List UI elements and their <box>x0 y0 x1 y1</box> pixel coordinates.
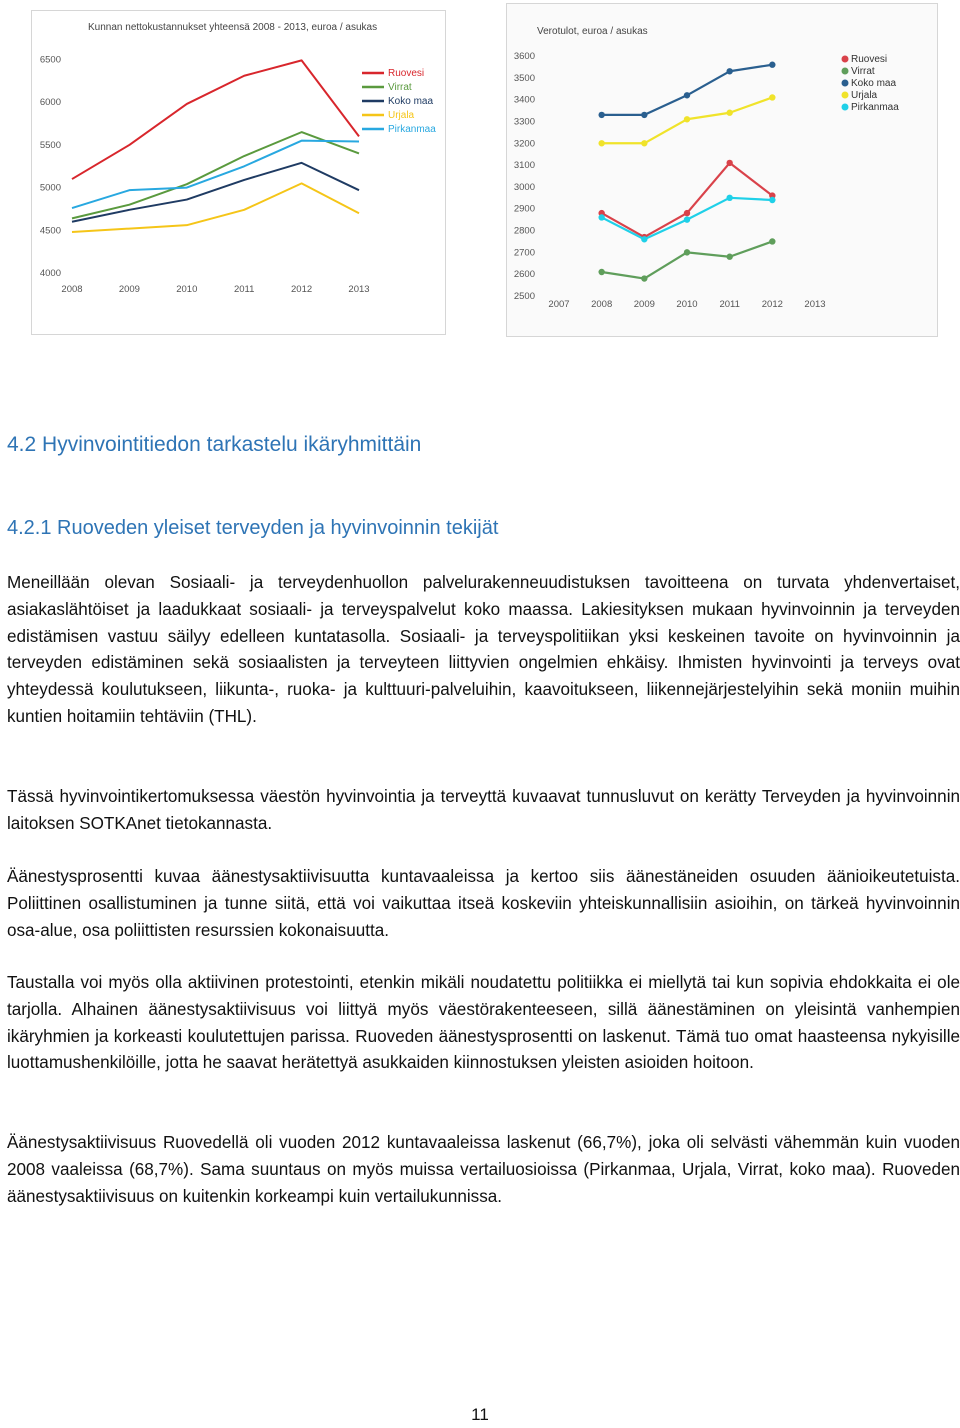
x-tick-label: 2013 <box>804 299 826 310</box>
data-point <box>769 197 775 203</box>
chart-title: Kunnan nettokustannukset yhteensä 2008 - 2013, euroa / asukas <box>88 22 378 33</box>
y-tick-label: 2900 <box>513 203 535 215</box>
y-tick-label: 3600 <box>513 51 535 62</box>
x-tick-label: 2010 <box>176 284 198 295</box>
x-tick-label: 2008 <box>61 284 83 295</box>
y-tick-label: 3100 <box>513 160 535 172</box>
legend-label: Virrat <box>851 66 875 77</box>
data-point <box>769 62 775 68</box>
paragraph-reform: Meneillään olevan Sosiaali- ja terveydenhuollon palvelurakenneuudistuksen tavoitteena on turvata yhdenvertaiset, asiakaslähtöiset ja laadukkaat sosiaali- ja terveyspalvelut koko maassa. Lakiesityksen mukaan hyvinvoinnin ja terveyden edistämisen vastuu säilyy edelleen kuntatasolla. Sosiaali- ja terveyspolitiikan yksi keskeinen tavoite on hyvinvoinnin ja terveyden edistäminen sekä sosiaalisten ja terveyteen liittyvien ongelmien ehkäisy. Ihmisten hyvinvointi ja terveys ovat yhteydessä koulutukseen, liikunta-, ruoka- ja kulttuuri-palveluihin, kaavoitukseen, liikennejärjestelyihin sekä moniin muihin kuntien hoitamiin tehtäviin (THL). <box>7 573 960 726</box>
data-point <box>726 254 732 260</box>
paragraph-turnout-definition: Äänestysprosentti kuvaa äänestysaktiivisuutta kuntavaaleissa ja kertoo siis äänestäneiden osuuden äänioikeutetuista. Poliittinen osallistuminen ja tunne siitä, että voi vaikuttaa itseä koskeviin yhteiskunnallisiin asioihin, on tärkeä hyvinvoinnin osa-alue, osa poliittisten resurssien kokonaisuutta. <box>7 867 960 940</box>
legend-label: Pirkanmaa <box>388 124 436 135</box>
x-tick-label: 2012 <box>291 284 313 295</box>
section-heading: 4.2 Hyvinvointitiedon tarkastelu ikäryhmittäin <box>7 433 422 456</box>
y-tick-label: 6000 <box>39 97 61 109</box>
x-tick-label: 2012 <box>761 299 783 310</box>
y-tick-label: 4500 <box>39 225 61 237</box>
x-tick-label: 2013 <box>348 284 370 295</box>
y-tick-label: 2600 <box>513 269 535 281</box>
legend-label: Ruovesi <box>388 68 425 79</box>
legend-swatch <box>842 104 849 111</box>
y-tick-label: 2800 <box>513 225 535 237</box>
legend-swatch <box>842 92 849 99</box>
legend-label: Ruovesi <box>851 54 888 65</box>
y-tick-label: 4000 <box>39 268 61 279</box>
y-tick-label: 5500 <box>39 139 61 151</box>
series-line <box>72 132 359 218</box>
x-tick-label: 2011 <box>233 284 255 295</box>
series-line <box>602 163 773 237</box>
y-tick-label: 3000 <box>513 181 535 193</box>
x-tick-label: 2009 <box>633 299 655 310</box>
chart-title: Verotulot, euroa / asukas <box>537 26 648 37</box>
data-point <box>726 195 732 201</box>
data-point <box>684 92 690 98</box>
y-tick-label: 6500 <box>39 54 61 66</box>
y-tick-label: 5000 <box>39 182 61 194</box>
data-point <box>598 140 604 146</box>
paragraph-turnout-ruovesi: Äänestysaktiivisuus Ruovedellä oli vuoden 2012 kuntavaaleissa laskenut (66,7%), joka oli selvästi vähemmän kuin vuoden 2008 vaaleissa (68,7%). Sama suuntaus on myös muissa vertailuosioissa (Pirkanmaa, Urjala, Virrat, koko maa). Ruoveden äänestysaktiivisuus on kuitenkin korkeampi kuin vertailukunnissa. <box>7 1133 960 1206</box>
x-tick-label: 2010 <box>676 299 698 310</box>
data-point <box>641 112 647 118</box>
y-tick-label: 3400 <box>513 94 535 106</box>
data-point <box>598 214 604 220</box>
subsection-heading: 4.2.1 Ruoveden yleiset terveyden ja hyvinvoinnin tekijät <box>7 517 499 539</box>
data-point <box>726 110 732 116</box>
data-point <box>769 238 775 244</box>
data-point <box>684 249 690 255</box>
data-point <box>684 210 690 216</box>
data-point <box>726 160 732 166</box>
legend-label: Pirkanmaa <box>851 102 899 113</box>
data-point <box>598 112 604 118</box>
x-tick-label: 2009 <box>118 284 140 295</box>
paragraph-turnout-background: Taustalla voi myös olla aktiivinen protestointi, etenkin mikäli noudatettu politiikka ei miellytä tai kun sopivia ehdokkaita ei ole tarjolla. Alhainen äänestysaktiivisuus voi liittyä myös väestörakenteeseen, sillä äänestäminen on yleisintä vanhempien ikäryhmien ja korkeasti koulutettujen parissa. Ruoveden äänestysprosentti on laskenut. Tämä tuo omat haasteensa nykyisille luottamushenkilöille, jotta he saavat herätettyä asukkaiden kiinnostuksen yleisten asioiden hoitoon. <box>7 973 960 1073</box>
series-line <box>602 241 773 278</box>
tax-revenue-chart <box>506 3 938 337</box>
x-tick-label: 2008 <box>591 299 613 310</box>
legend-label: Urjala <box>851 90 878 101</box>
net-costs-chart <box>31 10 446 335</box>
page-number: 11 <box>471 1405 489 1424</box>
y-tick-label: 3200 <box>513 138 535 150</box>
data-point <box>769 94 775 100</box>
legend-swatch <box>842 80 849 87</box>
y-tick-label: 2500 <box>513 291 535 302</box>
y-tick-label: 3300 <box>513 116 535 128</box>
x-tick-label: 2007 <box>548 299 570 310</box>
data-point <box>726 68 732 74</box>
legend-swatch <box>842 56 849 63</box>
x-tick-label: 2011 <box>719 299 740 310</box>
legend-swatch <box>842 68 849 75</box>
data-point <box>641 236 647 242</box>
legend-label: Koko maa <box>851 78 897 89</box>
series-line <box>72 60 359 179</box>
y-tick-label: 3500 <box>513 72 535 84</box>
legend-label: Virrat <box>388 82 412 93</box>
data-point <box>684 116 690 122</box>
series-line <box>72 163 359 222</box>
legend-label: Urjala <box>388 110 415 121</box>
net-costs-chart-svg <box>32 11 447 336</box>
series-line <box>72 141 359 208</box>
data-point <box>641 275 647 281</box>
data-point <box>684 216 690 222</box>
legend-label: Koko maa <box>388 96 434 107</box>
y-tick-label: 2700 <box>513 247 535 259</box>
tax-revenue-chart-svg <box>507 4 939 338</box>
data-point <box>641 140 647 146</box>
paragraph-source: Tässä hyvinvointikertomuksessa väestön hyvinvointia ja terveyttä kuvaavat tunnusluvut on kerätty Terveyden ja hyvinvoinnin laitoksen SOTKAnet tietokannasta. <box>7 787 960 833</box>
data-point <box>598 269 604 275</box>
